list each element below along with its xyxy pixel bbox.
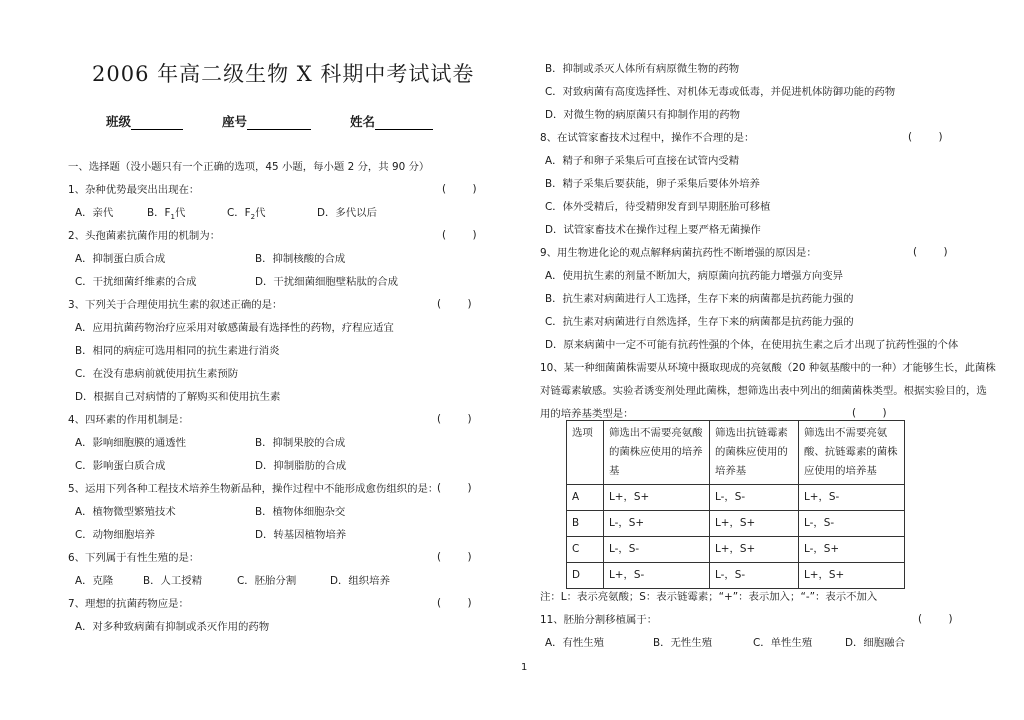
seat-field: 座号 — [222, 112, 311, 130]
table-row — [567, 485, 905, 511]
table-cell: L+，S- — [604, 563, 710, 589]
question-10-line2: 对链霉素敏感。实验者诱变剂处理此菌株，想筛选出表中列出的细菌菌株类型。根据实验目的，选 — [540, 385, 987, 397]
option-b: B．抑制或杀灭人体所有病原微生物的药物 — [545, 63, 740, 75]
option-b: B．抑制核酸的合成 — [255, 253, 346, 265]
option-a: A．使用抗生素的剂量不断加大，病原菌向抗药能力增强方向变异 — [545, 270, 844, 282]
question-6: 6、下列属于有性生殖的是： — [68, 552, 200, 564]
medium-table — [566, 420, 905, 589]
option-b: B．精子采集后要获能，卵子采集后要体外培养 — [545, 178, 760, 190]
question-4: 4、四环素的作用机制是： — [68, 414, 189, 426]
question-7: 7、理想的抗菌药物应是： — [68, 598, 189, 610]
option-a: A．精子和卵子采集后可直接在试管内受精 — [545, 155, 740, 167]
name-field: 姓名 — [350, 112, 433, 130]
table-header-cell: 筛选出不需要亮氨酸、抗链霉素的菌株应使用的培养基 — [799, 421, 905, 485]
table-cell: L-，S+ — [799, 537, 905, 563]
table-cell: L+，S+ — [604, 485, 710, 511]
answer-blank: ( ) — [908, 131, 943, 143]
option-c: C．在没有患病前就使用抗生素预防 — [75, 368, 239, 380]
table-header-cell: 筛选出抗链霉素的菌株应使用的培养基 — [710, 421, 799, 485]
option-d: D．细胞融合 — [845, 637, 905, 649]
question-9: 9、用生物进化论的观点解释病菌抗药性不断增强的原因是： — [540, 247, 817, 259]
answer-blank: ( ) — [918, 613, 953, 625]
table-cell: L-，S- — [799, 511, 905, 537]
answer-blank: ( ) — [442, 229, 477, 241]
exam-title: 2006 年高二级生物 X 科期中考试试卷 — [92, 62, 475, 86]
option-a: A．克隆 — [75, 575, 114, 587]
option-c: C．$F_2$代 — [227, 207, 266, 222]
question-10: 10、某一种细菌菌株需要从环境中摄取现成的亮氨酸（20 种氨基酸中的一种）才能够生长，此菌株 — [540, 362, 996, 374]
table-row — [567, 511, 905, 537]
question-5: 5、运用下列各种工程技术培养生物新品种，操作过程中不能形成愈伤组织的是： — [68, 483, 439, 495]
table-cell: B — [567, 511, 604, 537]
option-c: C．体外受精后，待受精卵发育到早期胚胎可移植 — [545, 201, 771, 213]
option-b: B．无性生殖 — [653, 637, 713, 649]
option-a: A．对多种致病菌有抑制或杀灭作用的药物 — [75, 621, 270, 633]
table-note: 注：L：表示亮氨酸；S：表示链霉素；“+”：表示加入；“-”：表示不加入 — [540, 591, 878, 603]
table-cell: L-，S- — [604, 537, 710, 563]
option-d: D．干扰细菌细胞壁粘肽的合成 — [255, 276, 399, 288]
option-a: A．应用抗菌药物治疗应采用对敏感菌最有选择性的药物，疗程应适宜 — [75, 322, 394, 334]
option-c: C．抗生素对病菌进行自然选择，生存下来的病菌都是抗药能力强的 — [545, 316, 854, 328]
answer-blank: ( ) — [437, 482, 472, 494]
table-cell: L-，S- — [710, 563, 799, 589]
question-2: 2、头孢菌素抗菌作用的机制为： — [68, 230, 221, 242]
option-d: D．原来病菌中一定不可能有抗药性强的个体，在使用抗生素之后才出现了抗药性强的个体 — [545, 339, 959, 351]
answer-blank: ( ) — [437, 551, 472, 563]
question-11: 11、胚胎分割移植属于： — [540, 614, 658, 626]
table-cell: A — [567, 485, 604, 511]
answer-blank: ( ) — [437, 298, 472, 310]
table-header-cell: 选项 — [567, 421, 604, 485]
table-header-row — [567, 421, 905, 485]
table-cell: L-，S- — [710, 485, 799, 511]
option-b: B．$F_1$代 — [147, 207, 186, 222]
option-c: C．单性生殖 — [753, 637, 813, 649]
option-d: D．根据自己对病情的了解购买和使用抗生素 — [75, 391, 281, 403]
table-cell: L+，S+ — [710, 511, 799, 537]
answer-blank: ( ) — [913, 246, 948, 258]
option-d: D．抑制脂肪的合成 — [255, 460, 347, 472]
option-d: D．多代以后 — [317, 207, 377, 219]
option-d: D．组织培养 — [330, 575, 390, 587]
table-row — [567, 537, 905, 563]
option-b: B．相同的病症可选用相同的抗生素进行消炎 — [75, 345, 280, 357]
option-c: C．影响蛋白质合成 — [75, 460, 166, 472]
class-field: 班级 — [106, 112, 183, 130]
question-3: 3、下列关于合理使用抗生素的叙述正确的是： — [68, 299, 283, 311]
answer-blank: ( ) — [437, 413, 472, 425]
table-row — [567, 563, 905, 589]
option-d: D．对微生物的病原菌只有抑制作用的药物 — [545, 109, 741, 121]
answer-blank: ( ) — [437, 597, 472, 609]
option-d: D．转基因植物培养 — [255, 529, 347, 541]
answer-blank: ( ) — [442, 183, 477, 195]
table-header-cell: 筛选出不需要亮氨酸的菌株应使用的培养基 — [604, 421, 710, 485]
option-c: C．对致病菌有高度选择性、对机体无毒或低毒，并促进机体防御功能的药物 — [545, 86, 896, 98]
option-b: B．植物体细胞杂交 — [255, 506, 346, 518]
table-cell: D — [567, 563, 604, 589]
table-cell: L+，S+ — [799, 563, 905, 589]
option-b: B．抑制果胶的合成 — [255, 437, 346, 449]
option-b: B．人工授精 — [143, 575, 203, 587]
option-a: A．抑制蛋白质合成 — [75, 253, 166, 265]
option-a: A．有性生殖 — [545, 637, 605, 649]
option-c: C．干扰细菌纤维素的合成 — [75, 276, 197, 288]
question-1: 1、杂种优势最突出出现在： — [68, 184, 200, 196]
option-b: B．抗生素对病菌进行人工选择，生存下来的病菌都是抗药能力强的 — [545, 293, 854, 305]
option-c: C．胚胎分割 — [237, 575, 297, 587]
question-10-line3: 用的培养基类型是： — [540, 408, 634, 420]
option-a: A．植物微型繁殖技术 — [75, 506, 176, 518]
option-d: D．试管家畜技术在操作过程上要严格无菌操作 — [545, 224, 761, 236]
option-a: A．影响细胞膜的通透性 — [75, 437, 187, 449]
answer-blank: ( ) — [852, 407, 887, 419]
question-8: 8、在试管家畜技术过程中，操作不合理的是： — [540, 132, 755, 144]
page-number: 1 — [521, 662, 528, 673]
table-cell: L+，S- — [799, 485, 905, 511]
option-a: A．亲代 — [75, 207, 114, 219]
table-cell: L+，S+ — [710, 537, 799, 563]
table-cell: L-，S+ — [604, 511, 710, 537]
section-heading: 一、选择题（没小题只有一个正确的选项，45 小题，每小题 2 分，共 90 分） — [68, 161, 430, 173]
option-c: C．动物细胞培养 — [75, 529, 155, 541]
table-cell: C — [567, 537, 604, 563]
